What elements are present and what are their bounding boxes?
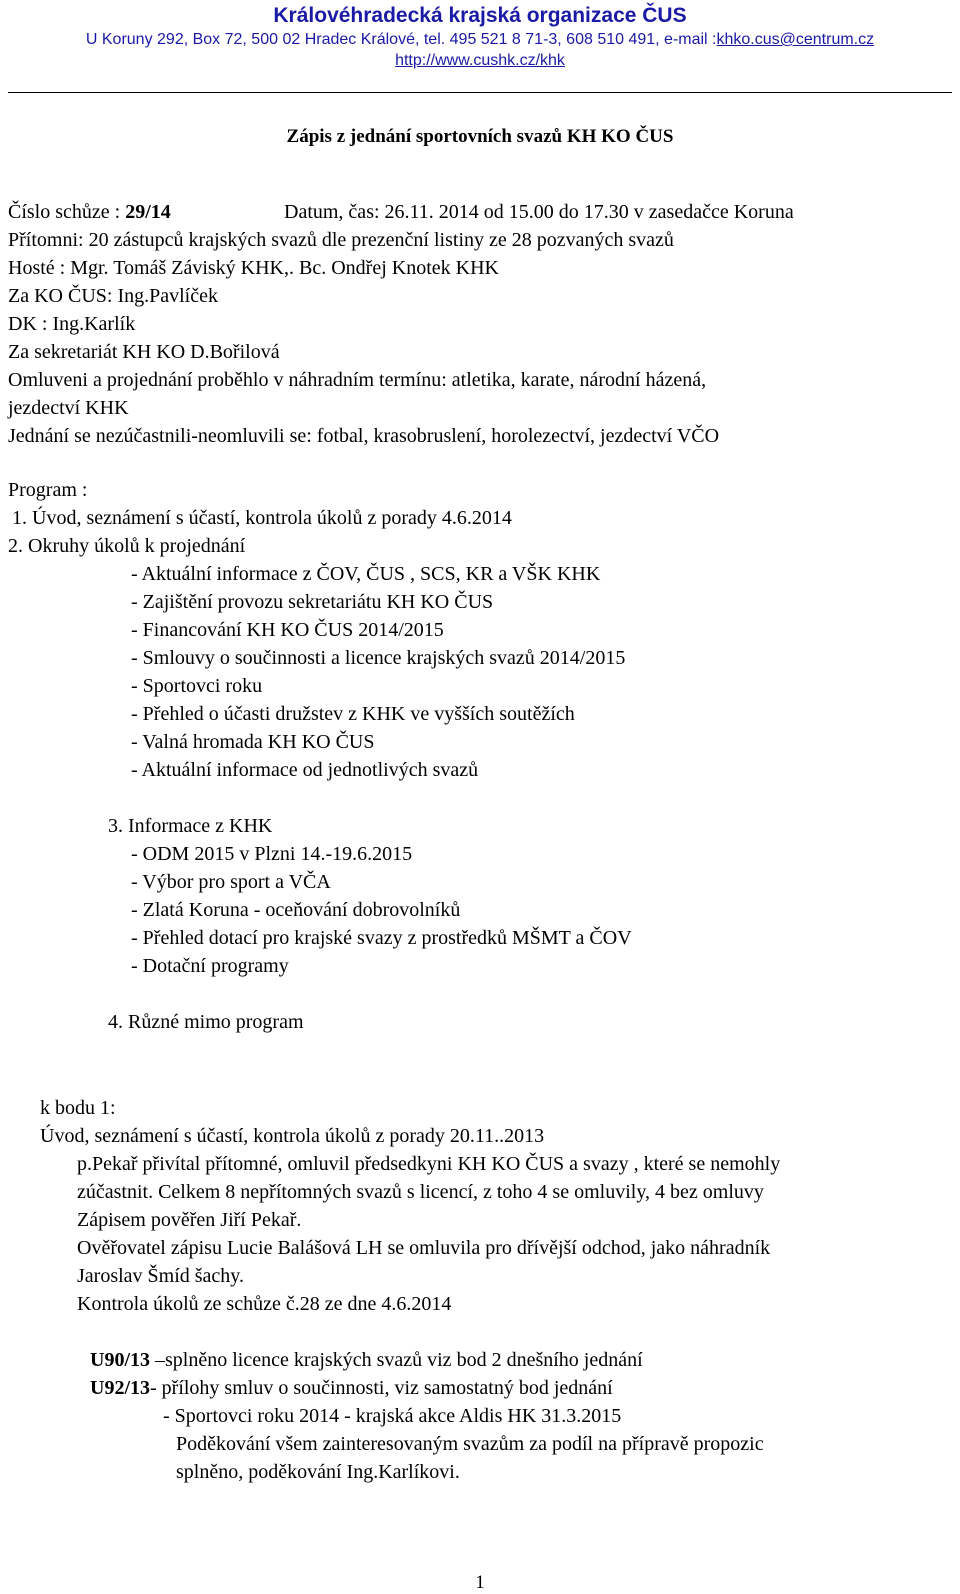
task-u92-line: splněno, poděkování Ing.Karlíkovi. [176, 1461, 460, 1483]
program-item-1: 1. Úvod, seznámení s účastí, kontrola úkolů z porady 4.6.2014 [12, 507, 512, 529]
point-1-text-line: Ověřovatel zápisu Lucie Balášová LH se omluvila pro dřívější odchod, jako náhradník [77, 1237, 771, 1259]
header-divider [8, 92, 952, 93]
program-item-2-sub: - Aktuální informace od jednotlivých svazů [131, 759, 479, 781]
email-link[interactable]: khko.cus@centrum.cz [716, 31, 875, 48]
present-line: Přítomni: 20 zástupců krajských svazů dle prezenční listiny ze 28 pozvaných svazů [8, 229, 674, 251]
program-item-2: 2. Okruhy úkolů k projednání [8, 535, 246, 557]
address-text: U Koruny 292, Box 72, 500 02 Hradec Králové, tel. 495 521 8 71-3, 608 510 491, e-mail : [85, 31, 717, 48]
page-number: 1 [475, 1572, 485, 1593]
point-1-text-line: Jaroslav Šmíd šachy. [77, 1265, 245, 1287]
task-u90 [90, 1348, 643, 1372]
task-u92 [90, 1376, 613, 1400]
meeting-number: 29/14 [125, 201, 171, 223]
program-item-4: 4. Různé mimo program [108, 1011, 304, 1033]
task-u92-line: Poděkování všem zainteresovaným svazům za podíl na přípravě propozic [176, 1433, 764, 1455]
meeting-datetime-line [284, 200, 794, 224]
program-item-2-sub: - Přehled o účasti družstev z KHK ve vyšších soutěžích [131, 703, 575, 725]
organization-name: Královéhradecká krajská organizace ČUS [273, 4, 687, 27]
program-label: Program : [8, 479, 88, 501]
secretariat-line: Za sekretariát KH KO D.Bořilová [8, 341, 280, 363]
meeting-datetime: 26.11. 2014 od 15.00 do 17.30 v zasedačce Koruna [384, 201, 794, 223]
program-item-2-sub: - Smlouvy o součinnosti a licence krajských svazů 2014/2015 [131, 647, 626, 669]
program-item-2-sub: - Financování KH KO ČUS 2014/2015 [131, 619, 444, 641]
guests-line: Hosté : Mgr. Tomáš Záviský KHK,. Bc. Ondřej Knotek KHK [8, 257, 499, 279]
datetime-label: Datum, čas: [284, 201, 380, 223]
point-1-heading: k bodu 1: [40, 1097, 116, 1119]
task-code: U92/13 [90, 1377, 150, 1399]
program-item-2-sub: - Zajištění provozu sekretariátu KH KO ČUS [131, 591, 494, 613]
organization-address [0, 31, 960, 49]
task-code: U90/13 [90, 1349, 150, 1371]
program-item-2-sub: - Valná hromada KH KO ČUS [131, 731, 375, 753]
excused-line-cont: jezdectví KHK [8, 397, 129, 419]
task-text: - přílohy smluv o součinnosti, viz samostatný bod jednání [150, 1377, 613, 1399]
point-1-subheading: Úvod, seznámení s účastí, kontrola úkolů z porady 20.11..2013 [40, 1125, 545, 1147]
program-item-2-sub: - Sportovci roku [131, 675, 263, 697]
program-item-3-sub: - Dotační programy [131, 955, 289, 977]
task-text: –splněno licence krajských svazů viz bod 2 dnešního jednání [150, 1349, 643, 1371]
program-item-3-sub: - Zlatá Koruna - oceňování dobrovolníků [131, 899, 461, 921]
point-1-text-line: p.Pekař přivítal přítomné, omluvil předsedkyni KH KO ČUS a svazy , které se nemohly [77, 1153, 781, 1175]
program-item-3: 3. Informace z KHK [108, 815, 273, 837]
absent-line: Jednání se nezúčastnili-neomluvili se: fotbal, krasobruslení, horolezectví, jezdectví VČO [8, 425, 720, 447]
excused-line: Omluveni a projednání proběhlo v náhradním termínu: atletika, karate, národní házená, [8, 369, 707, 391]
program-item-3-sub: - Přehled dotací pro krajské svazy z prostředků MŠMT a ČOV [131, 927, 632, 949]
ko-cus-line: Za KO ČUS: Ing.Pavlíček [8, 285, 218, 307]
program-item-3-sub: - ODM 2015 v Plzni 14.-19.6.2015 [131, 843, 413, 865]
point-1-text-line: zúčastnit. Celkem 8 nepřítomných svazů s licencí, z toho 4 se omluvily, 4 bez omluvy [77, 1181, 764, 1203]
website-link[interactable]: http://www.cushk.cz/khk [395, 52, 565, 69]
program-item-3-sub: - Výbor pro sport a VČA [131, 871, 331, 893]
meeting-label: Číslo schůze : [8, 201, 121, 223]
point-1-text-line: Zápisem pověřen Jiří Pekař. [77, 1209, 302, 1231]
meeting-number-line [8, 200, 171, 224]
task-u92-line: - Sportovci roku 2014 - krajská akce Aldis HK 31.3.2015 [163, 1405, 622, 1427]
program-item-2-sub: - Aktuální informace z ČOV, ČUS , SCS, KR a VŠK KHK [131, 563, 601, 585]
dk-line: DK : Ing.Karlík [8, 313, 136, 335]
point-1-text-line: Kontrola úkolů ze schůze č.28 ze dne 4.6.2014 [77, 1293, 452, 1315]
document-title: Zápis z jednání sportovních svazů KH KO ČUS [286, 126, 674, 147]
